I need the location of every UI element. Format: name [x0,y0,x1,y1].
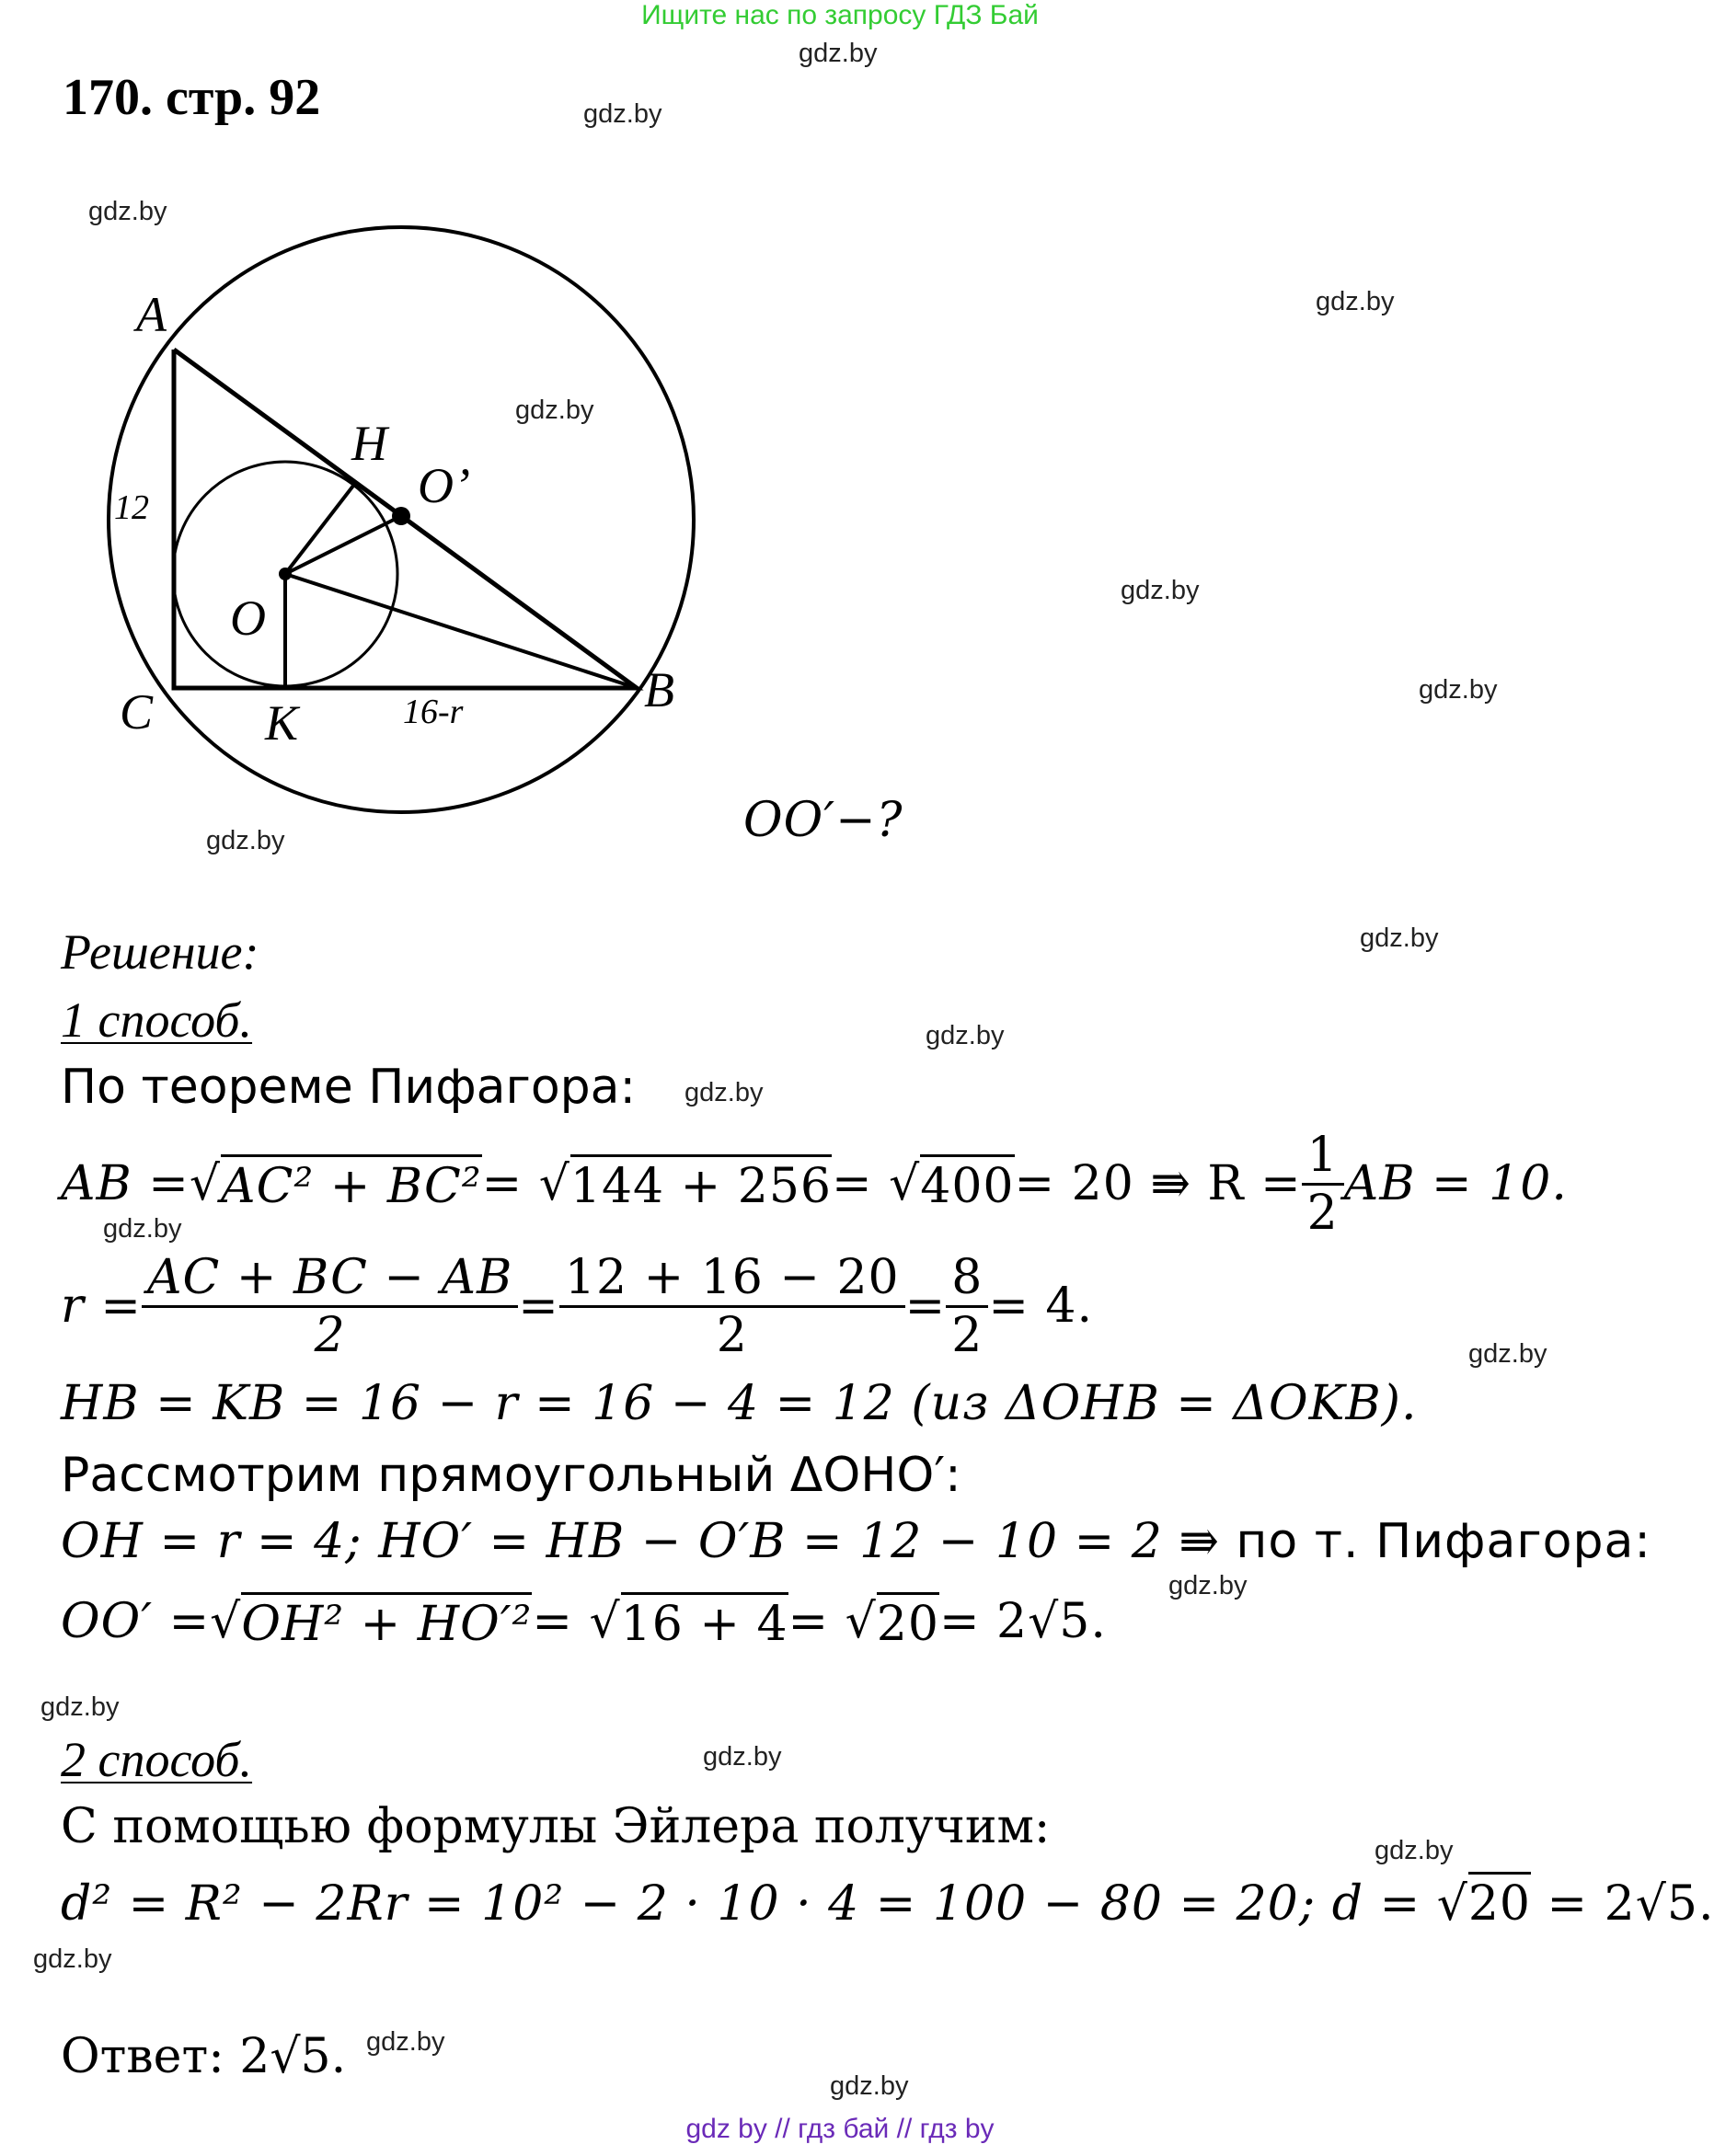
page-title: 170. стр. 92 [63,69,321,126]
euler-text: С помощью формулы Эйлера получим: [61,1799,1051,1854]
label-o-prime: O’ [418,458,470,513]
euler-formula: d² = R² − 2Rr = 10² − 2 · 10 · 4 = 100 − 80 = 20; d = √20 = 2√5. [61,1876,1714,1932]
watermark: gdz.by [1419,675,1498,705]
oo-sqrt-2: 16 + 4 [621,1592,788,1652]
footer-links[interactable]: gdz by // гдз бай // гдз by [685,2114,995,2144]
watermark: gdz.by [926,1021,1005,1050]
watermark: gdz.by [40,1692,120,1722]
watermark: gdz.by [1375,1836,1454,1865]
oo-eq-1: = √ [532,1594,621,1649]
watermark: gdz.by [1168,1571,1248,1600]
oo-end: = 2√5. [938,1594,1107,1649]
ab-sqrt-1: AC² + BC² [221,1154,482,1214]
r-fraction-3: $\frac{8}{2}$ [946,1250,988,1363]
r-fraction-1: $\frac{AC + BC - AB}{2}$ [142,1250,518,1363]
ab-eq-2: = √ [832,1156,921,1211]
r-lhs: r = [61,1279,142,1334]
oo-sqrt-1: OH² + HO′² [241,1592,532,1652]
oo-lhs: OO′ = [61,1594,211,1649]
watermark: gdz.by [1121,576,1200,605]
hb-line: HB = KB = 16 − r = 16 − 4 = 12 (из ΔOHB = ΔOKB). [61,1376,1418,1431]
ab-tail: = 20 ⇛ R = [1014,1156,1302,1211]
pythagoras-text: По теореме Пифагора: [61,1060,637,1115]
question-text: OO′−? [743,793,903,848]
watermark: gdz.by [206,826,285,855]
label-b: B [644,662,674,717]
answer: Ответ: 2√5. [61,2029,347,2084]
watermark: gdz.by [88,197,167,226]
r-fraction-2: $\frac{12 + 16 - 20}{2}$ [559,1250,905,1363]
watermark: gdz.by [703,1742,782,1772]
r-end: = 4. [988,1279,1094,1334]
ab-formula: AB = √ AC² + BC² = √ 144 + 256 = √ 400 = 20 ⇛ R = $\frac{1}{2}$ AB = 10. [61,1127,1568,1241]
promo-banner: Ищите нас по запросу ГДЗ Бай [641,0,1039,30]
segment-oh [285,486,353,574]
watermark: gdz.by [1360,923,1439,953]
label-h: H [351,416,387,471]
watermark: gdz.by [799,39,878,68]
watermark: gdz.by [583,99,662,129]
solution-heading: Решение: [61,924,259,980]
method2-heading: 2 способ. [61,1732,253,1787]
ab-sqrt-3: 400 [920,1154,1014,1214]
watermark: gdz.by [684,1078,764,1107]
label-k: K [265,695,299,751]
label-side-kb: 16-r [403,693,464,731]
oo-sqrt-3: 20 [877,1592,939,1652]
point-o-prime [392,507,410,525]
point-o [279,568,292,580]
oo-formula: OO′ = √ OH² + HO′² = √ 16 + 4 = √ 20 = 2√5. [61,1571,1107,1672]
watermark: gdz.by [33,1944,112,1974]
oo-eq-2: = √ [788,1594,877,1649]
ab-fraction: $\frac{1}{2}$ [1302,1128,1344,1241]
ab-sqrt-2: 144 + 256 [570,1154,832,1214]
ab-eq-1: = √ [481,1156,570,1211]
consider-line: Рассмотрим прямоугольный ΔOHO′: [61,1448,961,1503]
segment-oo-prime [285,516,401,574]
watermark: gdz.by [515,396,594,425]
watermark: gdz.by [1468,1339,1547,1369]
method1-heading: 1 способ. [61,992,253,1048]
watermark: gdz.by [103,1214,182,1244]
watermark: gdz.by [1316,287,1395,316]
watermark: gdz.by [830,2071,909,2101]
watermark: gdz.by [366,2027,445,2057]
label-o: O [230,591,266,646]
label-c: C [120,684,154,740]
ab-lhs: AB = [61,1156,190,1211]
geometry-figure [92,212,718,837]
ab-end: AB = 10. [1343,1156,1568,1211]
segment-ob [285,574,637,688]
label-side-ac: 12 [114,488,149,527]
oh-line: OH = r = 4; HO′ = HB − O′B = 12 − 10 = 2 ⇛ по т. Пифагора: [61,1514,1651,1569]
r-formula: r = $\frac{AC + BC - AB}{2}$ = $\frac{12 + 16 - 20}{2}$ = $\frac{8}{2}$ = 4. [61,1249,1094,1363]
label-a: A [136,287,167,342]
